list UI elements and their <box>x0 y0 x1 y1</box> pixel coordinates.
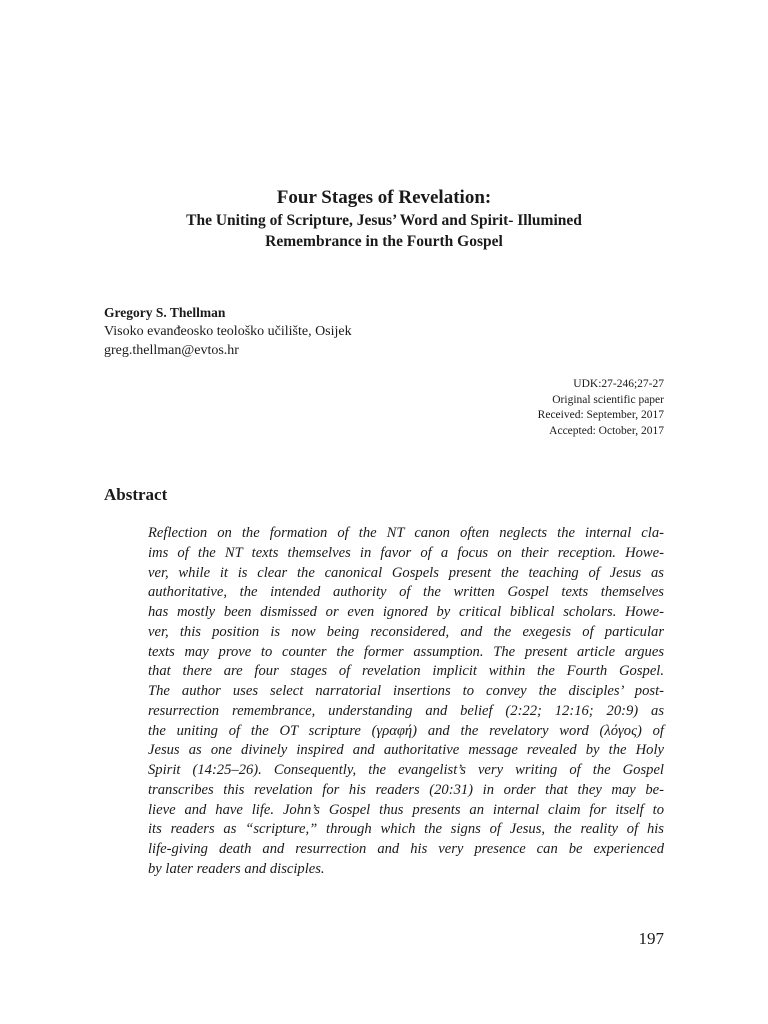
abstract-line: The author uses select narratorial insertions to convey the disciples’ post- <box>148 683 664 699</box>
abstract-line: the uniting of the OT scripture (γραφή) and the revelatory word (λόγος) of <box>148 722 664 739</box>
abstract-line: transcribes this revelation for his readers (20:31) in order that they may be- <box>148 781 664 798</box>
abstract-line: ver, while it is clear the canonical Gospels present the teaching of Jesus as <box>148 564 664 581</box>
abstract-line: its readers as “scripture,” through which the signs of Jesus, the reality of his <box>148 821 664 838</box>
paper-subtitle-line-1: The Uniting of Scripture, Jesus’ Word and Spirit- Illumined <box>186 212 582 229</box>
abstract-line: by later readers and disciples. <box>148 860 325 877</box>
udk-code: UDK:27-246;27-27 <box>573 378 664 390</box>
abstract-line: ver, this position is now being reconsidered, and the exegesis of particular <box>148 623 664 640</box>
abstract-line: Reflection on the formation of the NT canon often neglects the internal cla- <box>148 525 664 541</box>
author-block <box>104 303 352 360</box>
abstract-heading: Abstract <box>104 485 168 504</box>
abstract-line: ims of the NT texts themselves in favor of a focus on their reception. Howe- <box>148 544 664 561</box>
page-number: 197 <box>638 929 664 948</box>
paper-type: Original scientific paper <box>552 393 664 406</box>
received-date: Received: September, 2017 <box>537 409 664 421</box>
author-name: Gregory S. Thellman <box>104 305 226 320</box>
abstract-line: texts may prove to counter the former assumption. The present article argues <box>148 643 664 660</box>
paper-subtitle-line-2: Remembrance in the Fourth Gospel <box>265 233 503 250</box>
article-metadata <box>538 377 664 439</box>
abstract-line: resurrection remembrance, understanding and belief (2:22; 12:16; 20:9) as <box>148 702 664 719</box>
author-affiliation: Visoko evanđeosko teološko učilište, Osijek <box>104 324 352 339</box>
abstract-line: authoritative, the intended authority of the written Gospel texts themselves <box>148 584 664 601</box>
abstract-line: Jesus as one divinely inspired and authoritative message revealed by the Holy <box>148 742 664 759</box>
paper-title: Four Stages of Revelation: <box>276 187 492 208</box>
accepted-date: Accepted: October, 2017 <box>549 424 664 437</box>
author-email: greg.thellman@evtos.hr <box>104 343 239 358</box>
abstract-line: Spirit (14:25–26). Consequently, the evangelist’s very writing of the Gospel <box>148 762 664 778</box>
abstract-line: life-giving death and resurrection and his very presence can be experienced <box>148 841 664 857</box>
abstract-body <box>148 524 664 880</box>
abstract-line: has mostly been dismissed or even ignored by critical biblical scholars. Howe- <box>148 604 664 620</box>
title-block <box>0 186 768 252</box>
abstract-line: that there are four stages of revelation implicit within the Fourth Gospel. <box>148 663 664 680</box>
abstract-line: lieve and have life. John’s Gospel thus presents an internal claim for itself to <box>148 801 664 818</box>
